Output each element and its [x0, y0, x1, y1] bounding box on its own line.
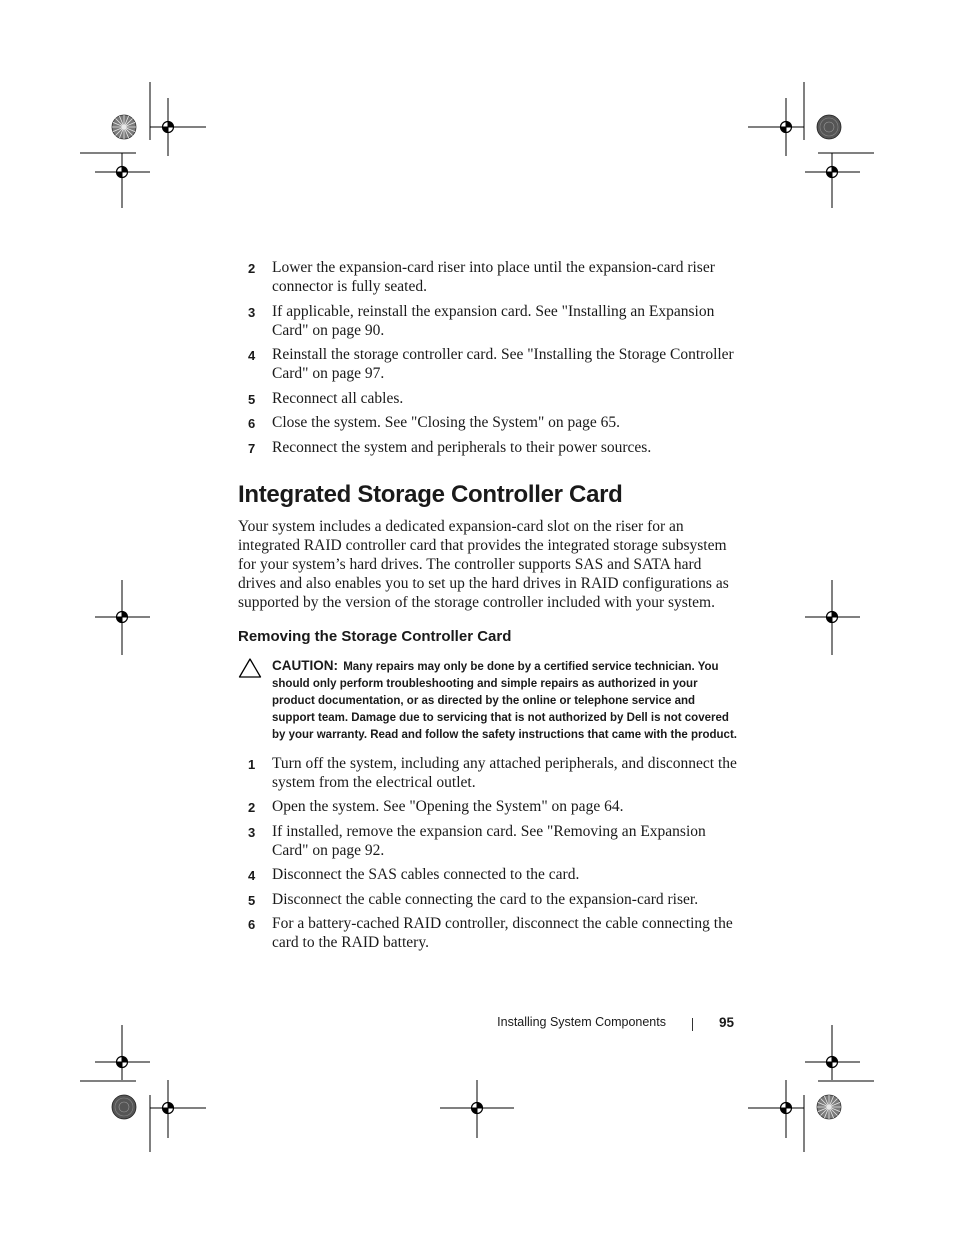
page-content	[238, 258, 738, 958]
starburst-target-icon	[112, 1095, 136, 1119]
registration-crosshair-icon	[777, 1080, 795, 1138]
page-number: 95	[718, 1015, 734, 1030]
list-item: 4 Disconnect the SAS cables connected to the card.	[248, 866, 580, 883]
list-item: 5 Disconnect the cable connecting the card to the expansion-card riser.	[248, 890, 699, 908]
list-item: 6 Close the system. See "Closing the System" on page 65.	[248, 414, 621, 431]
footer-section-title: Installing System Components	[497, 1015, 666, 1029]
list-item: 1 Turn off the system, including any attached peripherals, and disconnect the system from the electrical outlet.	[248, 754, 737, 791]
registration-crosshair-icon	[159, 1080, 177, 1138]
starburst-target-icon	[112, 115, 136, 139]
registration-crosshair-icon	[805, 163, 860, 181]
registration-crosshair-icon	[777, 98, 795, 156]
registration-crosshair-icon	[805, 1053, 860, 1071]
list-item: 6 For a battery-cached RAID controller, disconnect the cable connecting the card to the RAID battery.	[248, 915, 733, 951]
footer-divider	[692, 1018, 693, 1031]
list-item: 2 Open the system. See "Opening the System" on page 64.	[248, 798, 624, 815]
registration-crosshair-icon	[95, 163, 150, 181]
registration-crosshair-icon	[159, 98, 177, 156]
registration-crosshair-icon	[95, 580, 150, 655]
list-item: 3 If applicable, reinstall the expansion card. See "Installing an Expansion Card" on page 90.	[248, 302, 715, 339]
registration-crosshair-icon	[805, 580, 860, 655]
list-item: 3 If installed, remove the expansion card. See "Removing an Expansion Card" on page 92.	[248, 822, 706, 859]
registration-crosshair-icon	[95, 1053, 150, 1071]
registration-crosshair-icon	[440, 1080, 514, 1138]
caution-text: Many repairs may only be done by a certified service technician. You should only perform troubleshooting and simple repairs as authorized in your product documentation, or as directed by the online or telephone service and support team. Damage due to servicing that is not authorized by Dell is not covered by your warranty. Read and follow the safety instructions that came with the product.	[272, 660, 737, 741]
caution-label: CAUTION:	[272, 657, 338, 673]
section-heading: Integrated Storage Controller Card	[238, 480, 623, 508]
steps-continued-list	[238, 258, 738, 457]
page-footer	[440, 1015, 736, 1035]
starburst-target-icon	[817, 1095, 841, 1119]
caution-triangle-icon	[238, 657, 262, 679]
list-item: 7 Reconnect the system and peripherals to their power sources.	[248, 438, 652, 456]
list-item: 5 Reconnect all cables.	[248, 389, 404, 407]
removal-steps-list	[238, 754, 738, 953]
section-intro: Your system includes a dedicated expansion-card slot on the riser for an integrated RAID controller card that provides the integrated storage subsystem for your system’s hard drives. The controller supports SAS and SATA hard drives and also enables you to set up the hard drives in RAID configurations as supported by the version of the storage controller included with your system.	[238, 517, 729, 611]
list-item: 2 Lower the expansion-card riser into place until the expansion-card riser connector is fully seated.	[248, 259, 715, 295]
caution-notice	[238, 657, 738, 744]
starburst-target-icon	[817, 115, 841, 139]
list-item: 4 Reinstall the storage controller card. See "Installing the Storage Controller Card" on page 97.	[248, 346, 734, 382]
subsection-heading: Removing the Storage Controller Card	[238, 627, 512, 645]
